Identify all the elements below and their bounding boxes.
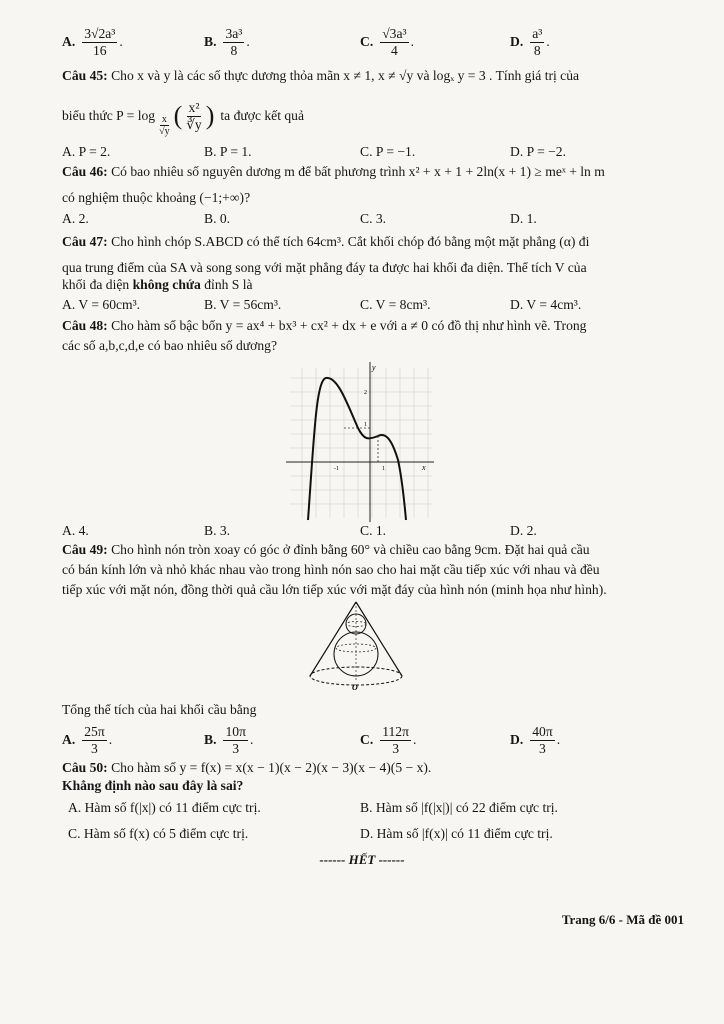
q49-option-a[interactable]: A. $\frac{25\pi}{3}$ . bbox=[62, 723, 113, 756]
q47-option-b[interactable]: B. V = 56cm³. bbox=[204, 297, 282, 312]
q46-options bbox=[62, 210, 702, 228]
q48-text-line2: các số a,b,c,d,e có bao nhiêu số dương? bbox=[62, 338, 277, 353]
q44-option-c[interactable]: C. $\frac{\text{√3a³}}{4}$ . bbox=[360, 25, 414, 58]
q47-option-c[interactable]: C. V = 8cm³. bbox=[360, 297, 431, 312]
q48-tick-mid: 1 bbox=[364, 422, 367, 428]
end-marker: ------ HẾT ------ bbox=[319, 852, 405, 867]
q47-options bbox=[62, 296, 702, 314]
q49-text-line1: Câu 49: Cho hình nón tròn xoay có góc ở đỉnh bằng 60° và chiều cao bằng 9cm. Đặt hai quả cầu bbox=[62, 542, 590, 557]
q49-cone-figure bbox=[300, 600, 412, 696]
q48-text-line1: Câu 48: Cho hàm số bậc bốn y = ax⁴ + bx³ + cx² + dx + e với a ≠ 0 có đồ thị như hình vẽ. Trong bbox=[62, 318, 587, 333]
q50-option-d[interactable]: D. Hàm số |f(x)| có 11 điểm cực trị. bbox=[360, 826, 553, 841]
q50-option-b[interactable]: B. Hàm số |f(|x|)| có 22 điểm cực trị. bbox=[360, 800, 558, 815]
q49-option-b[interactable]: B. $\frac{10\pi}{3}$ . bbox=[204, 723, 254, 756]
q48-function-graph bbox=[282, 358, 438, 524]
q47-text-line2: qua trung điểm của SA và song song với mặt phẳng đáy ta được hai khối đa diện. Thể tích V của bbox=[62, 260, 587, 275]
q44-option-a[interactable]: A. $\frac{\text{3√2a³}}{16}$ . bbox=[62, 25, 123, 58]
q46-option-c[interactable]: C. 3. bbox=[360, 211, 387, 226]
q49-options bbox=[62, 720, 702, 760]
q44-option-d[interactable]: D. $\frac{\text{a³}}{8}$ . bbox=[510, 25, 550, 58]
q49-option-c[interactable]: C. $\frac{112\pi}{3}$ . bbox=[360, 723, 417, 756]
q47-option-d[interactable]: D. V = 4cm³. bbox=[510, 297, 582, 312]
q50-text-line1: Câu 50: Cho hàm số y = f(x) = x(x − 1)(x − 2)(x − 3)(x − 4)(5 − x). bbox=[62, 760, 432, 775]
q48-option-c[interactable]: C. 1. bbox=[360, 523, 387, 538]
q47-option-a[interactable]: A. V = 60cm³. bbox=[62, 297, 141, 312]
q48-option-b[interactable]: B. 3. bbox=[204, 523, 231, 538]
q45-option-c[interactable]: C. P = −1. bbox=[360, 144, 416, 159]
q49-text-line2: có bán kính lớn và nhỏ khác nhau vào trong hình nón sao cho hai mặt cầu tiếp xúc với nhau và đều bbox=[62, 562, 600, 577]
q48-y-label: y bbox=[372, 363, 376, 372]
q48-grid bbox=[290, 368, 432, 518]
q45-text-line1: Câu 45: Cho x và y là các số thực dương thỏa mãn x ≠ 1, x ≠ √y và logₓ y = 3 . Tính giá trị của bbox=[62, 68, 580, 83]
q48-tick-left: -1 bbox=[334, 466, 339, 472]
q48-option-d[interactable]: D. 2. bbox=[510, 523, 537, 538]
q48-tick-top: 2 bbox=[364, 390, 367, 396]
q45-option-a[interactable]: A. P = 2. bbox=[62, 144, 111, 159]
q50-option-c[interactable]: C. Hàm số f(x) có 5 điểm cực trị. bbox=[68, 826, 249, 841]
cone-point-label: O bbox=[352, 683, 358, 692]
q48-x-label: x bbox=[422, 463, 426, 472]
q45-options bbox=[62, 143, 702, 161]
q47-text-line1: Câu 47: Cho hình chóp S.ABCD có thể tích 64cm³. Cắt khối chóp đó bằng một mặt phẳng (α) đi bbox=[62, 234, 590, 249]
q49-text-line3: tiếp xúc với mặt nón, đồng thời quả cầu lớn tiếp xúc với mặt đáy của hình nón (minh họa như hình). bbox=[62, 582, 607, 597]
q46-option-d[interactable]: D. 1. bbox=[510, 211, 537, 226]
q48-curve bbox=[308, 378, 406, 520]
q46-text-line2: có nghiệm thuộc khoảng (−1;+∞)? bbox=[62, 190, 251, 205]
q46-text-line1: Câu 46: Có bao nhiêu số nguyên dương m để bất phương trình x² + x + 1 + 2ln(x + 1) ≥ meˣ + ln m bbox=[62, 164, 605, 179]
q48-option-a[interactable]: A. 4. bbox=[62, 523, 89, 538]
q47-text-line3: khối đa diện không chứa đỉnh S là bbox=[62, 277, 253, 292]
q50-text-line2: Khẳng định nào sau đây là sai? bbox=[62, 778, 244, 793]
q50-option-a[interactable]: A. Hàm số f(|x|) có 11 điểm cực trị. bbox=[68, 800, 261, 815]
q45-option-d[interactable]: D. P = −2. bbox=[510, 144, 566, 159]
q44-option-b[interactable]: B. $\frac{\text{3a³}}{8}$ . bbox=[204, 25, 250, 58]
q44-options bbox=[62, 22, 702, 62]
q49-text-line4: Tổng thể tích của hai khối cầu bằng bbox=[62, 702, 257, 717]
page-number: Trang 6/6 - Mã đề 001 bbox=[561, 912, 684, 927]
q48-tick-right: 1 bbox=[382, 466, 385, 472]
q49-option-d[interactable]: D. $\frac{40\pi}{3}$ . bbox=[510, 723, 561, 756]
q48-options bbox=[62, 522, 702, 540]
q45-text-line2: biểu thức P = log $\frac{x}{√y}$ ( $\frac{\text{x²}}{∛y}$ ) ta được kết quả bbox=[62, 99, 305, 137]
q46-option-b[interactable]: B. 0. bbox=[204, 211, 231, 226]
q46-option-a[interactable]: A. 2. bbox=[62, 211, 89, 226]
q45-option-b[interactable]: B. P = 1. bbox=[204, 144, 252, 159]
